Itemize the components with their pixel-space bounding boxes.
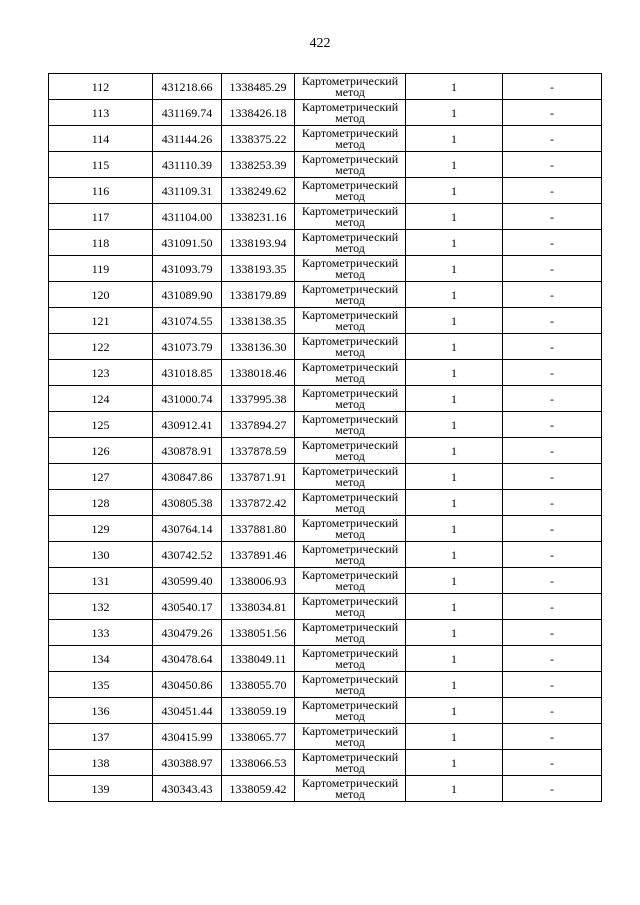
point-number-cell: 134: [49, 646, 153, 672]
point-number-cell: 139: [49, 776, 153, 802]
coordinate-x-cell: 430599.40: [153, 568, 222, 594]
coordinate-x-cell: 430415.99: [153, 724, 222, 750]
method-cell: Картометрический метод: [295, 152, 406, 178]
description-cell: -: [503, 698, 602, 724]
coordinate-y-cell: 1337871.91: [222, 464, 295, 490]
coordinate-y-cell: 1338051.56: [222, 620, 295, 646]
table-row: [49, 672, 602, 698]
coordinate-y-cell: 1338018.46: [222, 360, 295, 386]
coordinate-y-cell: 1338059.42: [222, 776, 295, 802]
method-cell: Картометрический метод: [295, 490, 406, 516]
method-cell: Картометрический метод: [295, 204, 406, 230]
coordinate-x-cell: 430451.44: [153, 698, 222, 724]
method-cell: Картометрический метод: [295, 126, 406, 152]
method-cell: Картометрический метод: [295, 438, 406, 464]
point-number-cell: 120: [49, 282, 153, 308]
point-number-cell: 114: [49, 126, 153, 152]
point-number-cell: 115: [49, 152, 153, 178]
point-number-cell: 126: [49, 438, 153, 464]
accuracy-cell: 1: [406, 568, 503, 594]
coordinate-x-cell: 431091.50: [153, 230, 222, 256]
coordinate-x-cell: 431104.00: [153, 204, 222, 230]
point-number-cell: 121: [49, 308, 153, 334]
table-row: [49, 464, 602, 490]
coordinate-x-cell: 430450.86: [153, 672, 222, 698]
coordinate-y-cell: 1338138.35: [222, 308, 295, 334]
coordinate-y-cell: 1338485.29: [222, 74, 295, 100]
method-cell: Картометрический метод: [295, 464, 406, 490]
coordinates-table-body: [49, 74, 602, 802]
description-cell: -: [503, 204, 602, 230]
description-cell: -: [503, 360, 602, 386]
coordinate-y-cell: 1337891.46: [222, 542, 295, 568]
point-number-cell: 112: [49, 74, 153, 100]
accuracy-cell: 1: [406, 490, 503, 516]
accuracy-cell: 1: [406, 750, 503, 776]
coordinate-x-cell: 431109.31: [153, 178, 222, 204]
method-cell: Картометрический метод: [295, 178, 406, 204]
coordinate-y-cell: 1338136.30: [222, 334, 295, 360]
point-number-cell: 128: [49, 490, 153, 516]
accuracy-cell: 1: [406, 672, 503, 698]
table-row: [49, 308, 602, 334]
coordinate-y-cell: 1337995.38: [222, 386, 295, 412]
point-number-cell: 132: [49, 594, 153, 620]
accuracy-cell: 1: [406, 308, 503, 334]
description-cell: -: [503, 256, 602, 282]
description-cell: -: [503, 178, 602, 204]
method-cell: Картометрический метод: [295, 516, 406, 542]
description-cell: -: [503, 750, 602, 776]
coordinate-x-cell: 430343.43: [153, 776, 222, 802]
table-row: [49, 516, 602, 542]
accuracy-cell: 1: [406, 776, 503, 802]
coordinate-y-cell: 1338253.39: [222, 152, 295, 178]
point-number-cell: 131: [49, 568, 153, 594]
description-cell: -: [503, 724, 602, 750]
table-row: [49, 568, 602, 594]
table-row: [49, 282, 602, 308]
table-row: [49, 230, 602, 256]
method-cell: Картометрический метод: [295, 386, 406, 412]
description-cell: -: [503, 542, 602, 568]
method-cell: Картометрический метод: [295, 620, 406, 646]
table-row: [49, 334, 602, 360]
point-number-cell: 136: [49, 698, 153, 724]
coordinate-y-cell: 1337894.27: [222, 412, 295, 438]
description-cell: -: [503, 672, 602, 698]
table-row: [49, 178, 602, 204]
coordinate-x-cell: 431169.74: [153, 100, 222, 126]
description-cell: -: [503, 334, 602, 360]
coordinate-x-cell: 431093.79: [153, 256, 222, 282]
accuracy-cell: 1: [406, 152, 503, 178]
accuracy-cell: 1: [406, 360, 503, 386]
description-cell: -: [503, 100, 602, 126]
coordinate-y-cell: 1338249.62: [222, 178, 295, 204]
coordinate-y-cell: 1338231.16: [222, 204, 295, 230]
coordinate-y-cell: 1338193.94: [222, 230, 295, 256]
description-cell: -: [503, 74, 602, 100]
coordinate-y-cell: 1338426.18: [222, 100, 295, 126]
accuracy-cell: 1: [406, 464, 503, 490]
description-cell: -: [503, 568, 602, 594]
point-number-cell: 119: [49, 256, 153, 282]
point-number-cell: 130: [49, 542, 153, 568]
table-row: [49, 74, 602, 100]
accuracy-cell: 1: [406, 542, 503, 568]
coordinate-x-cell: 430764.14: [153, 516, 222, 542]
accuracy-cell: 1: [406, 282, 503, 308]
description-cell: -: [503, 126, 602, 152]
table-row: [49, 152, 602, 178]
description-cell: -: [503, 464, 602, 490]
point-number-cell: 122: [49, 334, 153, 360]
method-cell: Картометрический метод: [295, 568, 406, 594]
coordinate-x-cell: 431110.39: [153, 152, 222, 178]
table-row: [49, 620, 602, 646]
method-cell: Картометрический метод: [295, 308, 406, 334]
point-number-cell: 116: [49, 178, 153, 204]
description-cell: -: [503, 282, 602, 308]
coordinate-y-cell: 1338179.89: [222, 282, 295, 308]
coordinate-x-cell: 430479.26: [153, 620, 222, 646]
accuracy-cell: 1: [406, 178, 503, 204]
coordinate-y-cell: 1338066.53: [222, 750, 295, 776]
coordinate-x-cell: 431073.79: [153, 334, 222, 360]
coordinates-table: [48, 73, 602, 802]
coordinate-x-cell: 431218.66: [153, 74, 222, 100]
coordinate-y-cell: 1338375.22: [222, 126, 295, 152]
point-number-cell: 125: [49, 412, 153, 438]
point-number-cell: 137: [49, 724, 153, 750]
coordinate-x-cell: 431018.85: [153, 360, 222, 386]
coordinate-y-cell: 1338055.70: [222, 672, 295, 698]
accuracy-cell: 1: [406, 724, 503, 750]
table-row: [49, 412, 602, 438]
point-number-cell: 127: [49, 464, 153, 490]
method-cell: Картометрический метод: [295, 594, 406, 620]
table-row: [49, 698, 602, 724]
table-row: [49, 360, 602, 386]
description-cell: -: [503, 594, 602, 620]
description-cell: -: [503, 438, 602, 464]
point-number-cell: 124: [49, 386, 153, 412]
accuracy-cell: 1: [406, 594, 503, 620]
table-row: [49, 646, 602, 672]
coordinate-x-cell: 430847.86: [153, 464, 222, 490]
method-cell: Картометрический метод: [295, 360, 406, 386]
description-cell: -: [503, 646, 602, 672]
coordinate-x-cell: 430388.97: [153, 750, 222, 776]
coordinate-x-cell: 430878.91: [153, 438, 222, 464]
description-cell: -: [503, 308, 602, 334]
accuracy-cell: 1: [406, 412, 503, 438]
method-cell: Картометрический метод: [295, 724, 406, 750]
table-row: [49, 126, 602, 152]
description-cell: -: [503, 776, 602, 802]
table-row: [49, 594, 602, 620]
accuracy-cell: 1: [406, 126, 503, 152]
accuracy-cell: 1: [406, 646, 503, 672]
table-row: [49, 724, 602, 750]
description-cell: -: [503, 386, 602, 412]
accuracy-cell: 1: [406, 230, 503, 256]
page-number: 422: [309, 36, 331, 51]
point-number-cell: 129: [49, 516, 153, 542]
table-row: [49, 386, 602, 412]
method-cell: Картометрический метод: [295, 412, 406, 438]
table-row: [49, 438, 602, 464]
table-row: [49, 256, 602, 282]
method-cell: Картометрический метод: [295, 334, 406, 360]
coordinate-x-cell: 431144.26: [153, 126, 222, 152]
accuracy-cell: 1: [406, 100, 503, 126]
coordinate-x-cell: 430478.64: [153, 646, 222, 672]
table-row: [49, 542, 602, 568]
coordinate-y-cell: 1337872.42: [222, 490, 295, 516]
point-number-cell: 118: [49, 230, 153, 256]
method-cell: Картометрический метод: [295, 646, 406, 672]
description-cell: -: [503, 490, 602, 516]
table-row: [49, 100, 602, 126]
table-row: [49, 776, 602, 802]
coordinate-y-cell: 1338049.11: [222, 646, 295, 672]
coordinate-y-cell: 1338034.81: [222, 594, 295, 620]
method-cell: Картометрический метод: [295, 698, 406, 724]
coordinate-x-cell: 431000.74: [153, 386, 222, 412]
accuracy-cell: 1: [406, 438, 503, 464]
coordinate-x-cell: 431089.90: [153, 282, 222, 308]
method-cell: Картометрический метод: [295, 100, 406, 126]
point-number-cell: 117: [49, 204, 153, 230]
coordinate-y-cell: 1337881.80: [222, 516, 295, 542]
table-row: [49, 750, 602, 776]
accuracy-cell: 1: [406, 204, 503, 230]
coordinate-x-cell: 430805.38: [153, 490, 222, 516]
point-number-cell: 133: [49, 620, 153, 646]
coordinate-y-cell: 1338059.19: [222, 698, 295, 724]
method-cell: Картометрический метод: [295, 542, 406, 568]
method-cell: Картометрический метод: [295, 282, 406, 308]
accuracy-cell: 1: [406, 334, 503, 360]
accuracy-cell: 1: [406, 386, 503, 412]
accuracy-cell: 1: [406, 256, 503, 282]
accuracy-cell: 1: [406, 620, 503, 646]
coordinate-y-cell: 1338006.93: [222, 568, 295, 594]
accuracy-cell: 1: [406, 516, 503, 542]
point-number-cell: 113: [49, 100, 153, 126]
coordinate-y-cell: 1337878.59: [222, 438, 295, 464]
method-cell: Картометрический метод: [295, 750, 406, 776]
method-cell: Картометрический метод: [295, 74, 406, 100]
coordinate-y-cell: 1338065.77: [222, 724, 295, 750]
description-cell: -: [503, 230, 602, 256]
coordinate-y-cell: 1338193.35: [222, 256, 295, 282]
description-cell: -: [503, 412, 602, 438]
method-cell: Картометрический метод: [295, 672, 406, 698]
table-row: [49, 490, 602, 516]
description-cell: -: [503, 152, 602, 178]
method-cell: Картометрический метод: [295, 256, 406, 282]
description-cell: -: [503, 516, 602, 542]
coordinate-x-cell: 430912.41: [153, 412, 222, 438]
point-number-cell: 135: [49, 672, 153, 698]
coordinate-x-cell: 431074.55: [153, 308, 222, 334]
point-number-cell: 123: [49, 360, 153, 386]
accuracy-cell: 1: [406, 698, 503, 724]
table-row: [49, 204, 602, 230]
method-cell: Картометрический метод: [295, 230, 406, 256]
accuracy-cell: 1: [406, 74, 503, 100]
method-cell: Картометрический метод: [295, 776, 406, 802]
description-cell: -: [503, 620, 602, 646]
coordinate-x-cell: 430540.17: [153, 594, 222, 620]
coordinate-x-cell: 430742.52: [153, 542, 222, 568]
point-number-cell: 138: [49, 750, 153, 776]
